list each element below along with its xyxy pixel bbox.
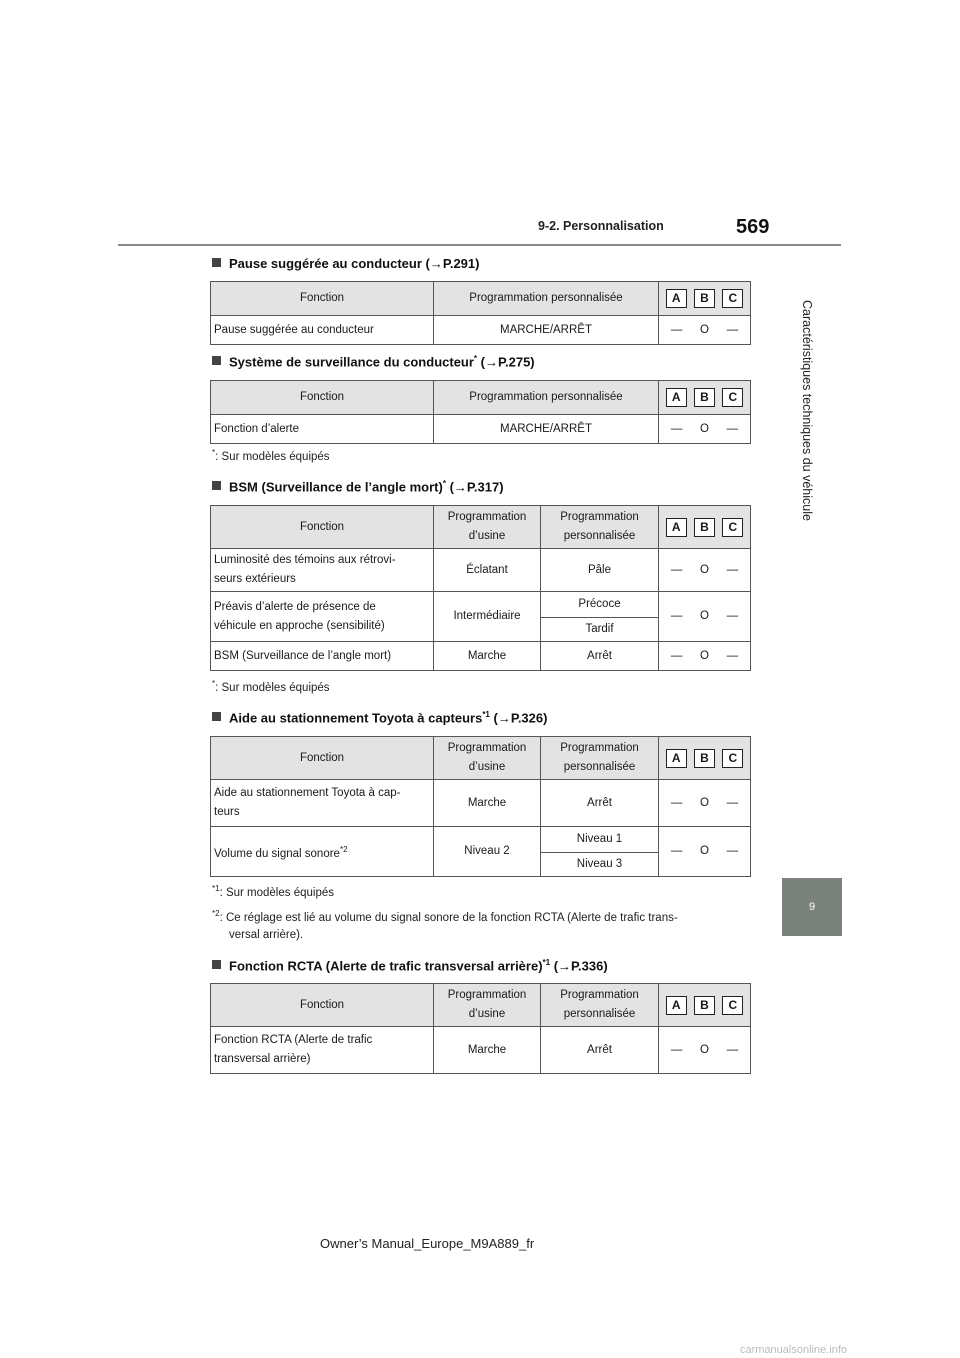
header-usine: Programmation d’usine xyxy=(434,737,541,780)
watermark: carmanualsonline.info xyxy=(740,1344,848,1356)
chapter-title: Caractéristiques techniques du véhicule xyxy=(800,300,814,521)
table-rcta xyxy=(210,983,751,1074)
header-perso: Programmation personnalisée xyxy=(541,506,659,549)
chapter-side-label xyxy=(788,300,828,860)
header-abc xyxy=(659,984,751,1027)
section-title-parking-aid: Aide au stationnement Toyota à capteurs$^{*1}$ (→P.326) xyxy=(212,710,547,725)
chapter-tab xyxy=(782,878,842,936)
section-title-rcta: Fonction RCTA (Alerte de trafic transversal arrière)$^{*1}$ (→P.336) xyxy=(212,958,608,973)
header-rule xyxy=(118,244,841,246)
header-fonction: Fonction xyxy=(211,381,434,415)
footnote: *: Sur modèles équipés xyxy=(212,679,330,694)
arrow-icon: → xyxy=(485,354,498,370)
header-usine: Programmation d’usine xyxy=(434,506,541,549)
table-surveillance xyxy=(210,380,751,444)
table-row: Pause suggérée au conducteur MARCHE/ARRÊT — O — xyxy=(211,316,751,345)
letter-c-icon: C xyxy=(722,749,743,768)
section-title-pause: Pause suggérée au conducteur (→P.291) xyxy=(212,256,479,271)
table-row: Fonction RCTA (Alerte de trafic transversal arrière) Marche Arrêt — O — xyxy=(211,1027,751,1074)
header-perso: Programmation personnalisée xyxy=(434,282,659,316)
header-fonction: Fonction xyxy=(211,282,434,316)
square-bullet-icon xyxy=(212,356,221,365)
table-row: Tardif xyxy=(211,618,751,642)
letter-c-icon: C xyxy=(722,388,743,407)
header-abc xyxy=(659,737,751,780)
letter-c-icon: C xyxy=(722,289,743,308)
table-row: Luminosité des témoins aux rétrovi- seurs extérieurs Éclatant Pâle — O — xyxy=(211,549,751,592)
letter-b-icon: B xyxy=(694,749,715,768)
table-row: BSM (Surveillance de l’angle mort) Marche Arrêt — O — xyxy=(211,642,751,671)
table-row: Niveau 3 xyxy=(211,853,751,877)
header-perso: Programmation personnalisée xyxy=(541,984,659,1027)
header-abc xyxy=(659,506,751,549)
square-bullet-icon xyxy=(212,960,221,969)
table-parking-aid xyxy=(210,736,751,877)
header-fonction: Fonction xyxy=(211,984,434,1027)
header-abc xyxy=(659,282,751,316)
square-bullet-icon xyxy=(212,258,221,267)
letter-b-icon: B xyxy=(694,289,715,308)
letter-a-icon: A xyxy=(666,996,687,1015)
letter-c-icon: C xyxy=(722,518,743,537)
section-title-bsm: BSM (Surveillance de l’angle mort)* (→P.317) xyxy=(212,479,504,494)
arrow-icon: → xyxy=(429,256,443,271)
footer-manual-id: Owner’s Manual_Europe_M9A889_fr xyxy=(320,1236,535,1251)
table-row: Aide au stationnement Toyota à cap- teurs Marche Arrêt — O — xyxy=(211,780,751,827)
letter-c-icon: C xyxy=(722,996,743,1015)
section-title-surveillance: Système de surveillance du conducteur* (→P.275) xyxy=(212,354,535,369)
page-number: 569 xyxy=(736,216,770,238)
arrow-icon: → xyxy=(497,710,511,726)
arrow-icon: → xyxy=(453,479,467,495)
footnote: *: Sur modèles équipés xyxy=(212,448,330,463)
section-header: 9-2. Personnalisation xyxy=(538,219,664,233)
letter-b-icon: B xyxy=(694,518,715,537)
square-bullet-icon xyxy=(212,712,221,721)
footnote-2: $^{*2}$: Ce réglage est lié au volume du signal sonore de la fonction RCTA (Alerte de trafic trans- xyxy=(212,909,678,924)
footnote-1: $^{*1}$: Sur modèles équipés xyxy=(212,884,334,899)
table-row: Fonction d’alerte MARCHE/ARRÊT — O — xyxy=(211,415,751,444)
letter-a-icon: A xyxy=(666,518,687,537)
header-fonction: Fonction xyxy=(211,737,434,780)
table-pause xyxy=(210,281,751,345)
header-fonction: Fonction xyxy=(211,506,434,549)
header-perso: Programmation personnalisée xyxy=(434,381,659,415)
footnote-2-cont: versal arrière). xyxy=(229,929,304,941)
letter-a-icon: A xyxy=(666,289,687,308)
table-bsm xyxy=(210,505,751,671)
arrow-icon: → xyxy=(558,958,572,974)
letter-a-icon: A xyxy=(666,388,687,407)
table-row: Préavis d’alerte de présence de véhicule en approche (sensibilité) Intermédiaire Précoce — O — xyxy=(211,592,751,618)
header-perso: Programmation personnalisée xyxy=(541,737,659,780)
table-row: Volume du signal sonore$^{*2}$ Niveau 2 Niveau 1 — O — xyxy=(211,827,751,853)
header-abc xyxy=(659,381,751,415)
square-bullet-icon xyxy=(212,481,221,490)
letter-a-icon: A xyxy=(666,749,687,768)
chapter-number: 9 xyxy=(808,901,816,913)
letter-b-icon: B xyxy=(694,388,715,407)
header-usine: Programmation d’usine xyxy=(434,984,541,1027)
letter-b-icon: B xyxy=(694,996,715,1015)
